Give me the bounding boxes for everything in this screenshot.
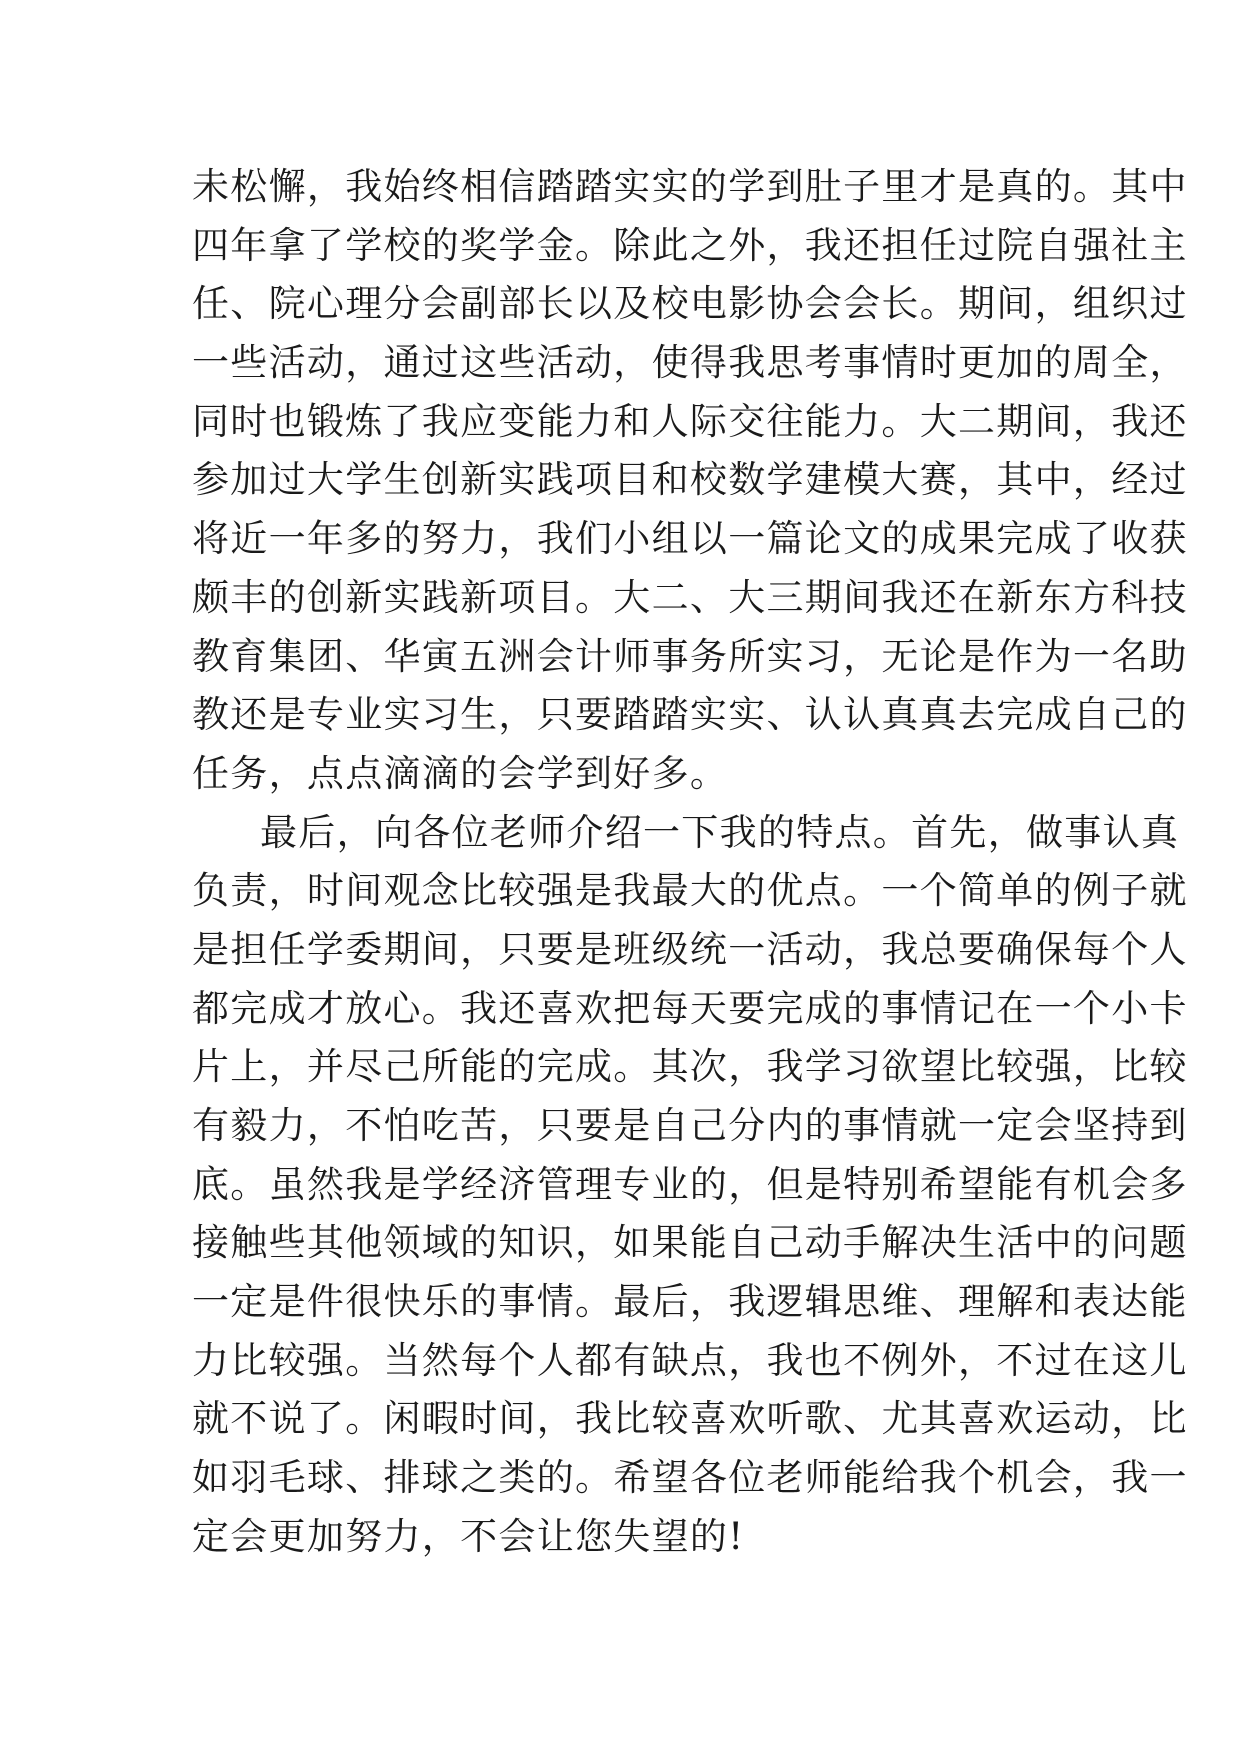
text-line: 任、院心理分会副部长以及校电影协会会长。期间，组织过	[192, 282, 1188, 326]
document-body	[192, 158, 1188, 1567]
text-line: 四年拿了学校的奖学金。除此之外，我还担任过院自强社主	[192, 223, 1188, 267]
text-line: 一定是件很快乐的事情。最后，我逻辑思维、理解和表达能	[192, 1280, 1188, 1324]
text-line: 教还是专业实习生，只要踏踏实实、认认真真去完成自己的	[192, 693, 1188, 737]
text-line: 就不说了。闲暇时间，我比较喜欢听歌、尤其喜欢运动，比	[192, 1397, 1188, 1441]
text-line: 如羽毛球、排球之类的。希望各位老师能给我个机会，我一	[192, 1456, 1188, 1500]
text-line: 一些活动，通过这些活动，使得我思考事情时更加的周全，	[192, 341, 1188, 385]
text-line: 将近一年多的努力，我们小组以一篇论文的成果完成了收获	[192, 517, 1188, 561]
text-line: 负责，时间观念比较强是我最大的优点。一个简单的例子就	[192, 869, 1188, 913]
text-line: 底。虽然我是学经济管理专业的，但是特别希望能有机会多	[192, 1162, 1188, 1206]
text-line: 接触些其他领域的知识，如果能自己动手解决生活中的问题	[192, 1221, 1188, 1265]
text-line: 定会更加努力，不会让您失望的!	[192, 1514, 745, 1558]
text-line: 片上，并尽己所能的完成。其次，我学习欲望比较强，比较	[192, 1045, 1188, 1089]
text-line: 力比较强。当然每个人都有缺点，我也不例外，不过在这儿	[192, 1338, 1188, 1382]
paragraph-activities	[192, 158, 1188, 804]
text-line: 都完成才放心。我还喜欢把每天要完成的事情记在一个小卡	[192, 986, 1188, 1030]
text-line: 教育集团、华寅五洲会计师事务所实习，无论是作为一名助	[192, 634, 1188, 678]
text-line: 有毅力，不怕吃苦，只要是自己分内的事情就一定会坚持到	[192, 1104, 1188, 1147]
paragraph-characteristics	[192, 804, 1188, 1567]
text-line: 颇丰的创新实践新项目。大二、大三期间我还在新东方科技	[192, 575, 1188, 619]
text-line: 参加过大学生创新实践项目和校数学建模大赛，其中，经过	[192, 458, 1188, 502]
text-line-first: 最后，向各位老师介绍一下我的特点。首先，做事认真	[260, 810, 1180, 854]
text-line: 同时也锻炼了我应变能力和人际交往能力。大二期间，我还	[192, 399, 1188, 443]
text-line: 任务，点点滴滴的会学到好多。	[192, 751, 729, 795]
text-line: 是担任学委期间，只要是班级统一活动，我总要确保每个人	[192, 927, 1188, 971]
text-line: 未松懈，我始终相信踏踏实实的学到肚子里才是真的。其中	[192, 165, 1188, 208]
